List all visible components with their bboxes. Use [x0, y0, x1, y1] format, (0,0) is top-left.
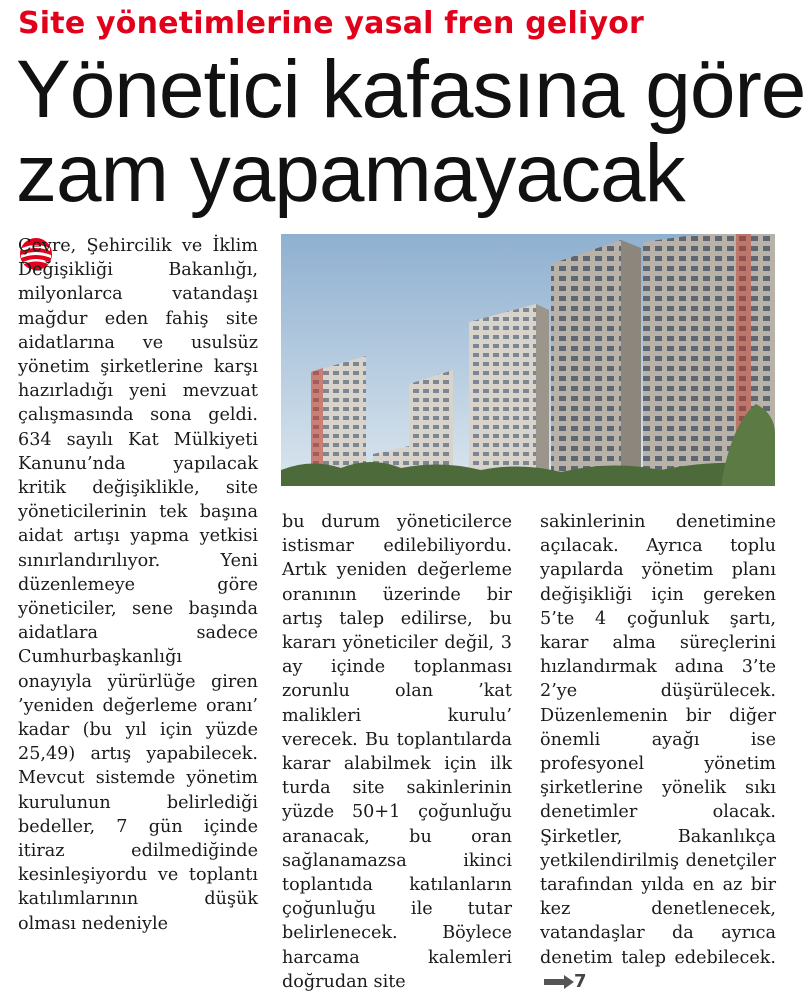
article-column-2: bu durum yöneticilerce istismar edilebiliyordu. Artık yeniden değerleme oranının üzerinde bir artış talep edilirse, bu kararı yöneticiler değil, 3 ay içinde toplanması zorunlu olan ’kat malikleri kurulu’ verecek. Bu toplantılarda karar alabilmek için ilk turda site sakinlerinin yüzde 50+1 çoğunluğu aranacak, bu oran sağlanamazsa ikinci toplantıda katılanların çoğunluğu ile tutar belirlenecek. Böylece harcama kalemleri doğrudan site [282, 512, 512, 992]
article-column-3 [540, 510, 776, 994]
kicker-headline: Site yönetimlerine yasal fren geliyor [18, 6, 645, 41]
arrow-right-icon [544, 975, 574, 989]
headline-line-1: Yönetici kafasına göre [16, 44, 806, 135]
apartment-towers-photo [281, 234, 775, 486]
main-headline [16, 44, 806, 219]
article-column-3-text: sakinlerinin denetimine açılacak. Ayrıca toplu yapılarda yönetim planı değişikliği için gereken 5’te 4 çoğunluk şartı, karar alma süreçlerini hızlandırmak adına 3’te 2’ye düşürülecek. Düzenlemenin bir diğer önemli ayağı ise profesyonel yönetim şirketlerine yönelik sıkı denetimler olacak. Şirketler, Bakanlıkça yetkilendirilmiş denetçiler tarafından yılda en az bir kez denetlenecek, vatandaşlar da ayrıca denetim talep edebilecek. [540, 512, 776, 968]
headline-line-2: zam yapamayacak [16, 128, 685, 219]
continued-page-number: 7 [574, 970, 587, 992]
article-column-1: Çevre, Şehircilik ve İklim Değişikliği Bakanlığı, milyonlarca vatandaşı mağdur eden fahiş site aidatlarına ve usulsüz yönetim şirketlerine karşı hazırladığı yeni mevzuat çalışmasında sona geldi. 634 sayılı Kat Mülkiyeti Kanunu’nda yapılacak kritik değişiklikle, site yöneticilerinin tek başına aidat artışı yapma yetkisi sınırlandırılıyor. Yeni düzenlemeye göre yöneticiler, sene başında aidatlara sadece Cumhurbaşkanlığı onayıyla yürürlüğe giren ’yeniden değerleme oranı’ kadar (bu yıl için yüzde 25,49) artış yapabilecek. Mevcut sistemde yönetim kurulunun belirlediği bedeller, 7 gün içinde itiraz edilmediğinde kesinleşiyordu ve toplantı katılımlarının düşük olması nedeniyle [18, 236, 258, 934]
